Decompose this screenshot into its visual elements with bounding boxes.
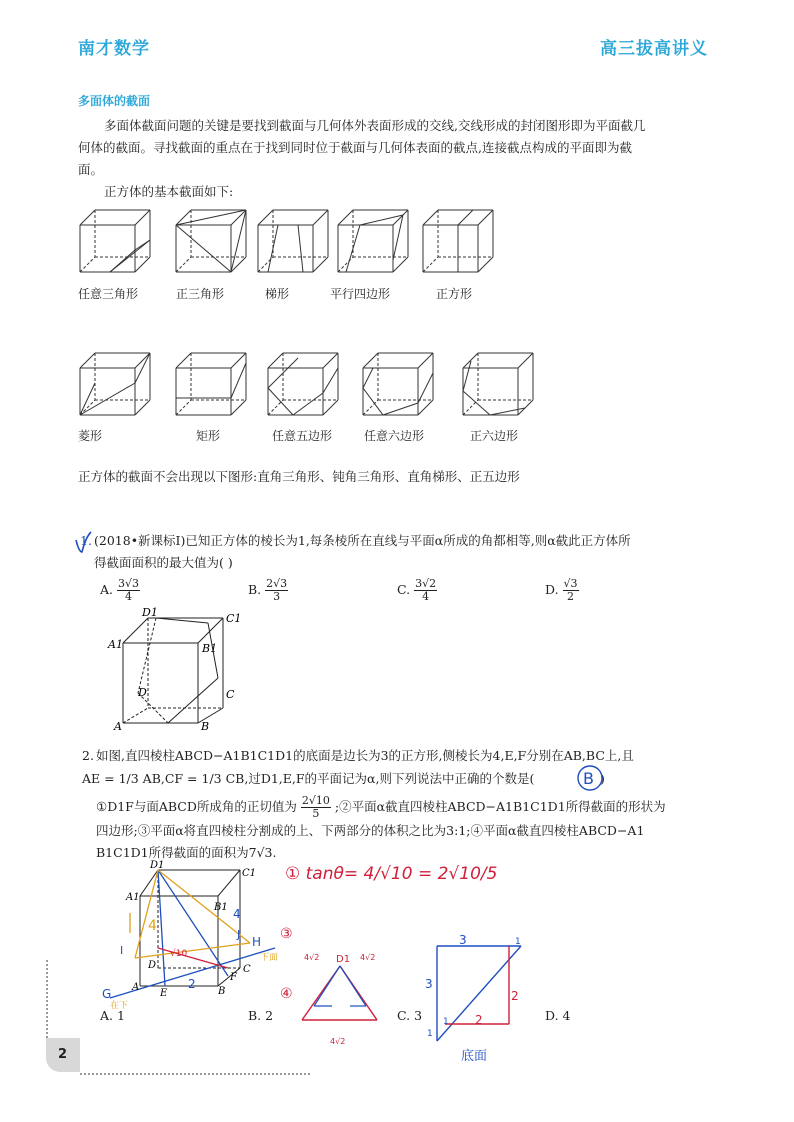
- caption-row2-2: 矩形: [196, 429, 221, 443]
- q2-label-d1: D1: [150, 860, 165, 871]
- hw-label-sqrt10: √10: [170, 949, 188, 959]
- q2-label-e: E: [160, 988, 168, 999]
- q1-option-b-den: 3: [273, 590, 281, 603]
- hw-tri-4r2-bottom: 4√2: [330, 1037, 346, 1046]
- q1-cube-figure: [108, 608, 248, 733]
- q2-stmt1-den: 5: [312, 807, 320, 820]
- intro-line-3: 面。: [78, 162, 104, 177]
- hw-label-4a: 4: [148, 918, 157, 934]
- hw-base-caption: 底面: [461, 1049, 488, 1064]
- hw-label-i: I: [120, 944, 124, 957]
- q1-label-c1: C1: [226, 612, 242, 625]
- q1-option-a: [100, 578, 140, 603]
- hw-section-triangle: [292, 948, 392, 1058]
- q1-option-c: [397, 578, 437, 603]
- hw-label-below: 下面: [260, 953, 279, 963]
- q2-line4: 四边形;③平面α将直四棱柱分割成的上、下两部分的体积之比为3:1;④平面α截直四棱柱ABCD−A1: [96, 823, 645, 838]
- q1-label-b: B: [201, 720, 210, 733]
- hw-label-j: J: [237, 928, 241, 941]
- impossible-note: 正方体的截面不会出现以下图形:直角三角形、钝角三角形、直角梯形、正五边形: [78, 469, 520, 484]
- q1-label-d1: D1: [142, 606, 158, 619]
- cube-figure-row2: [78, 350, 538, 420]
- section-title: 多面体的截面: [78, 94, 151, 108]
- hw-circled-3: ③: [280, 926, 293, 942]
- hw-base-2-bottom: 2: [475, 1013, 483, 1027]
- q2-label-a: A: [132, 982, 140, 993]
- caption-row1-1: 任意三角形: [78, 287, 139, 301]
- q2-number: 2.: [82, 748, 94, 763]
- q2-label-a1: A1: [126, 892, 140, 903]
- q1-option-a-num: 3√3: [118, 577, 140, 590]
- q2-stmt2-text: ;②平面α截直四棱柱ABCD−A1B1C1D1所得截面的形状为: [334, 799, 666, 814]
- q1-option-b-label: B.: [248, 582, 262, 597]
- q1-label-a: A: [114, 720, 122, 733]
- q2-label-b1: B1: [214, 902, 228, 913]
- q2-option-a: A. 1: [100, 1008, 125, 1023]
- q1-option-d-den: 2: [567, 590, 575, 603]
- basic-sections-label: 正方体的基本截面如下:: [104, 184, 234, 199]
- hw-label-2: 2: [188, 977, 196, 991]
- handwritten-answer-circle: [575, 764, 605, 792]
- hw-label-g: G: [102, 987, 112, 1001]
- q2-prism-figure: [100, 858, 300, 1011]
- caption-row1-3: 梯形: [265, 287, 290, 301]
- q1-option-d: [545, 578, 579, 603]
- header-left: 南才数学: [78, 39, 150, 59]
- caption-row2-1: 菱形: [78, 429, 103, 443]
- caption-row1-2: 正三角形: [176, 287, 225, 301]
- caption-row2-4: 任意六边形: [364, 429, 425, 443]
- q1-number: 1.: [80, 533, 92, 548]
- intro-line-2: 何体的截面。寻找截面的重点在于找到同时位于截面与几何体表面的截点,连接截点构成的平面即为截: [78, 140, 632, 155]
- q1-option-c-label: C.: [397, 582, 411, 597]
- handwritten-tan-formula: ① tanθ= 4/√10 = 2√10/5: [285, 864, 498, 884]
- hw-base-square: [425, 933, 535, 1066]
- q2-label-f: F: [230, 972, 237, 983]
- hw-tri-4r2-left: 4√2: [304, 953, 320, 962]
- q1-label-b1: B1: [202, 642, 218, 655]
- q1-option-b: [248, 578, 288, 603]
- q2-label-d: D: [148, 960, 157, 971]
- q2-stmt1-text: ①D1F与面ABCD所成角的正切值为: [96, 799, 297, 814]
- caption-row2-3: 任意五边形: [272, 429, 333, 443]
- hw-tri-d1: D1: [336, 954, 351, 965]
- q1-check-mark: [74, 530, 94, 556]
- q2-line2-end: ): [600, 771, 605, 786]
- q1-option-d-num: √3: [563, 577, 578, 590]
- hw-label-4b: 4: [233, 907, 241, 921]
- q2-label-b: B: [218, 986, 226, 997]
- page-number: 2: [58, 1047, 68, 1062]
- q1-label-c: C: [226, 688, 235, 701]
- q1-option-c-num: 3√2: [415, 577, 437, 590]
- footer-dotted-line: [80, 1073, 310, 1075]
- header-right: 高三拔高讲义: [600, 39, 708, 59]
- handwritten-answer: B: [583, 769, 594, 788]
- q1-label-d: D: [138, 686, 147, 699]
- hw-base-1-top: 1: [515, 937, 521, 947]
- q1-option-a-label: A.: [100, 582, 114, 597]
- q1-option-a-den: 4: [125, 590, 132, 603]
- caption-row2-5: 正六边形: [470, 429, 519, 443]
- q2-label-c1: C1: [242, 868, 257, 879]
- q1-option-d-label: D.: [545, 582, 559, 597]
- hw-base-2-right: 2: [511, 989, 519, 1003]
- hw-base-1-bottom: 1: [443, 1017, 449, 1027]
- q2-option-d: D. 4: [545, 1008, 571, 1023]
- q1-label-a1: A1: [108, 638, 123, 651]
- q2-option-c: C. 3: [397, 1008, 423, 1023]
- cube-figure-row1: [78, 205, 508, 275]
- q1-line2: 得截面面积的最大值为( ): [94, 555, 233, 570]
- q2-line2: AE = 1/3 AB,CF = 1/3 CB,过D1,E,F的平面记为α,则下列说法中正确的个数是(: [82, 771, 535, 786]
- intro-line-1: 多面体截面问题的关键是要找到截面与几何体外表面形成的交线,交线形成的封闭图形即为平面截几: [104, 118, 646, 133]
- q2-stmt1-num: 2√10: [301, 794, 330, 807]
- margin-dotted-line: [46, 960, 48, 1038]
- q1-line1: (2018•新课标I)已知正方体的棱长为1,每条棱所在直线与平面α所成的角都相等,则α截此正方体所: [94, 533, 631, 548]
- hw-tri-4r2-right: 4√2: [360, 953, 376, 962]
- caption-row1-4: 平行四边形: [330, 287, 391, 301]
- hw-label-h: H: [252, 935, 262, 949]
- q2-label-c: C: [243, 964, 251, 975]
- hw-circled-4: ④: [280, 986, 293, 1002]
- hw-base-1-left: 1: [427, 1029, 433, 1039]
- hw-base-3-top: 3: [459, 933, 467, 947]
- q2-statement-1: [96, 795, 666, 820]
- q2-option-b: B. 2: [248, 1008, 274, 1023]
- q1-option-b-num: 2√3: [266, 577, 288, 590]
- hw-label-at-bottom: 在下: [110, 1001, 129, 1011]
- q2-line5: B1C1D1所得截面的面积为7√3.: [96, 845, 277, 860]
- q1-option-c-den: 4: [422, 590, 430, 603]
- hw-base-3-left: 3: [425, 977, 433, 991]
- q2-line1: 如图,直四棱柱ABCD−A1B1C1D1的底面是边长为3的正方形,侧棱长为4,E,F分别在AB,BC上,且: [96, 748, 634, 763]
- page-number-tab: [46, 1038, 80, 1072]
- caption-row1-5: 正方形: [436, 287, 473, 301]
